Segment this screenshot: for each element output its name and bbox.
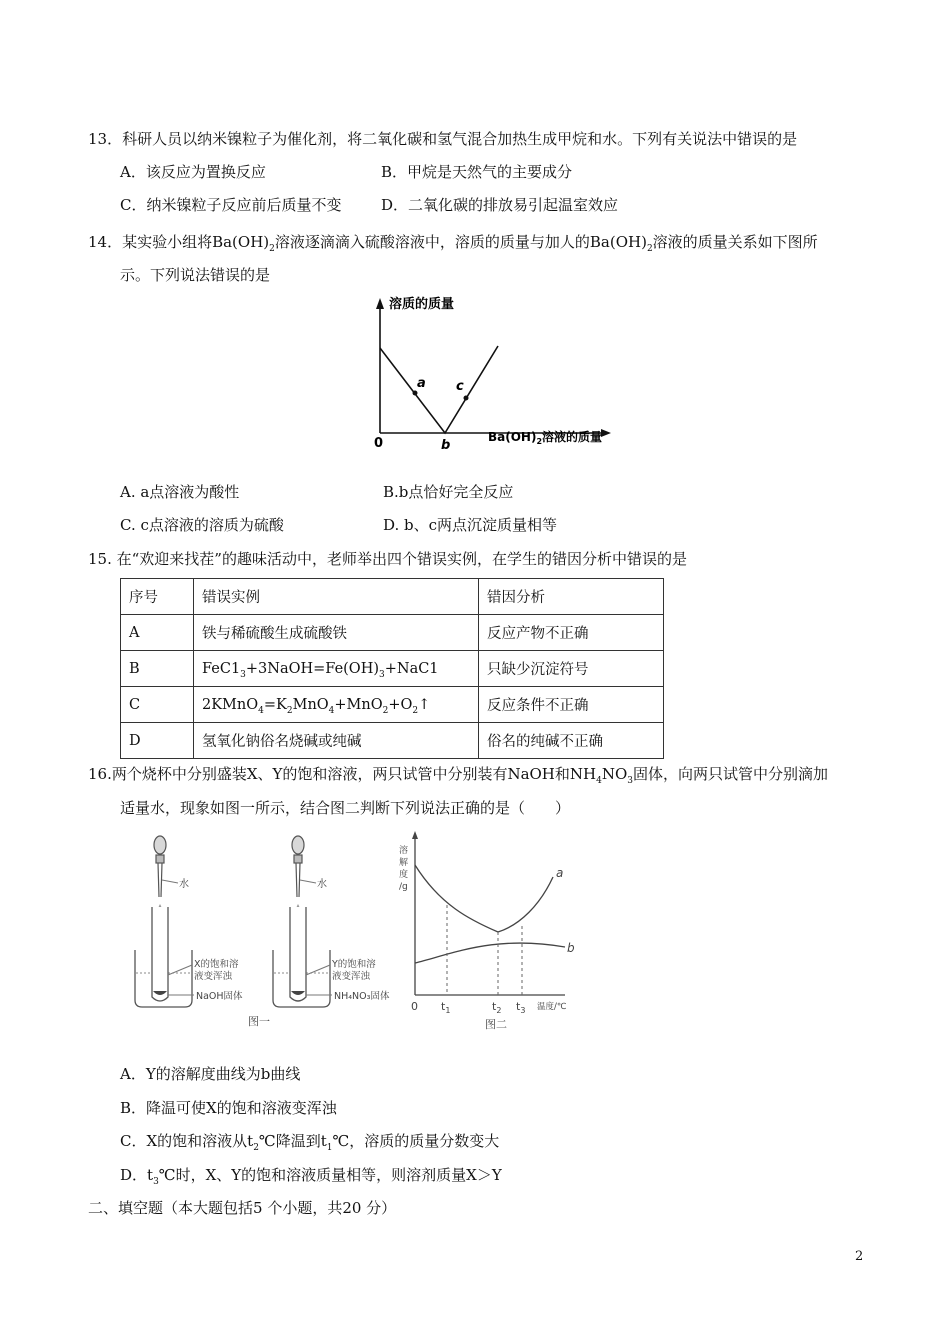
q14-curve xyxy=(380,346,498,433)
x-solution-label-1: X的饱和溶 xyxy=(194,959,239,970)
header-id: 序号 xyxy=(121,579,194,615)
fig2-origin: 0 xyxy=(411,1000,418,1013)
q14-x-arrow xyxy=(601,429,611,437)
table-header-row xyxy=(121,579,664,615)
water-label-2: 水 xyxy=(317,879,327,890)
q13-stem: 13．科研人员以纳米镍粒子为催化剂，将二氧化碳和氢气混合加热生成甲烷和水。下列有关说法中错误的是 xyxy=(88,130,798,148)
q13-option-a: A．该反应为置换反应 xyxy=(120,163,266,181)
fig2-ylabel-1: 溶 xyxy=(399,846,409,856)
curve-a xyxy=(415,865,553,932)
q14-label-a: a xyxy=(417,376,426,391)
q15-stem: 15. 在“欢迎来找茬”的趣味活动中，老师举出四个错误实例，在学生的错因分析中错误的是 xyxy=(88,550,687,568)
q14-graph xyxy=(355,290,625,450)
q14-stem-line2: 示。下列说法错误的是 xyxy=(120,266,271,284)
row-example: 氢氧化钠俗名烧碱或纯碱 xyxy=(194,723,479,759)
q16-option-c: C．X的饱和溶液从$t_2℃$降温到$t_1℃$，溶质的质量分数变大 xyxy=(120,1132,500,1153)
q14-option-b: B.b点恰好完全反应 xyxy=(383,483,514,501)
q16-option-d: D．$t_3℃$时，X、Y的饱和溶液质量相等，则溶剂质量X＞Y xyxy=(120,1166,502,1187)
dropper-2 xyxy=(292,836,304,897)
header-example: 错误实例 xyxy=(194,579,479,615)
q14-point-a xyxy=(413,391,418,396)
table-row xyxy=(121,687,664,723)
row-id: C xyxy=(121,687,194,723)
nh4no3-label: NH₄NO₃固体 xyxy=(334,991,390,1002)
q15-table xyxy=(120,578,664,759)
q14-y-arrow xyxy=(376,298,384,309)
row-id: B xyxy=(121,651,194,687)
naoh-label: NaOH固体 xyxy=(196,991,243,1002)
curve-b-label: b xyxy=(567,941,575,955)
header-analysis: 错因分析 xyxy=(479,579,664,615)
q16-option-a: A．Y的溶解度曲线为b曲线 xyxy=(120,1065,301,1083)
row-id: D xyxy=(121,723,194,759)
fig2-x-label: 温度/℃ xyxy=(537,1002,567,1012)
y-solution-label-1: Y的饱和溶 xyxy=(332,959,376,970)
q16-stem: 16.两个烧杯中分别盛装X、Y的饱和溶液，两只试管中分别装有NaOH和$NH_4NO_3$固体，向两只试管中分别滴加 xyxy=(88,765,829,786)
fig2-ylabel-4: /g xyxy=(399,882,408,892)
section-2-heading: 二、填空题（本大题包括5 个小题，共20 分） xyxy=(88,1199,397,1217)
row-analysis: 只缺少沉淀符号 xyxy=(479,651,664,687)
figure-2-caption: 图二 xyxy=(485,1018,507,1031)
q16-figure-1 xyxy=(120,825,410,1035)
y-solution-label-2: 液变浑浊 xyxy=(332,971,371,982)
q13-option-d: D．二氧化碳的排放易引起温室效应 xyxy=(381,196,619,214)
row-example: 铁与稀硫酸生成硫酸铁 xyxy=(194,615,479,651)
fig2-ylabel-2: 解 xyxy=(399,858,409,868)
q14-point-c xyxy=(464,396,469,401)
test-tube-1 xyxy=(152,907,168,1001)
q14-option-c: C. c点溶液的溶质为硫酸 xyxy=(120,516,284,534)
page-number: 2 xyxy=(855,1249,864,1264)
row-example: $2KMnO_4=K_2MnO_4+MnO_2+O_2↑$ xyxy=(194,687,479,723)
q14-label-c: c xyxy=(456,379,464,394)
curve-b xyxy=(415,943,565,963)
q14-origin: 0 xyxy=(374,436,384,450)
q16-figure-2 xyxy=(395,825,590,1035)
row-example: $FeC1_3+3NaOH=Fe(OH)_3+NaC1$ xyxy=(194,651,479,687)
test-tube-2 xyxy=(290,907,306,1001)
water-label-1: 水 xyxy=(179,879,189,890)
row-analysis: 反应条件不正确 xyxy=(479,687,664,723)
q16-option-b: B．降温可使X的饱和溶液变浑浊 xyxy=(120,1099,337,1117)
water-leader-2 xyxy=(300,880,316,883)
q14-x-label: $Ba(OH)_2$溶液的质量 xyxy=(488,430,603,446)
fig2-ylabel-3: 度 xyxy=(399,870,409,880)
curve-a-label: a xyxy=(556,866,564,880)
q13-option-c: C．纳米镍粒子反应前后质量不变 xyxy=(120,196,342,214)
row-id: A xyxy=(121,615,194,651)
water-leader-1 xyxy=(162,880,178,883)
t1-label: $t_1$ xyxy=(441,1000,451,1015)
x-solution-label-2: 液变浑浊 xyxy=(194,971,233,982)
dropper-1 xyxy=(154,836,166,897)
q13-option-b: B．甲烷是天然气的主要成分 xyxy=(381,163,573,181)
q14-option-d: D. b、c两点沉淀质量相等 xyxy=(383,516,558,534)
q16-stem-line2: 适量水，现象如图一所示，结合图二判断下列说法正确的是（ ） xyxy=(120,799,571,817)
table-row xyxy=(121,651,664,687)
q14-stem: 14．某实验小组将$Ba(OH)_2$溶液逐滴滴入硫酸溶液中，溶质的质量与加人的$Ba(OH)_2$溶液的质量关系如下图所 xyxy=(88,233,818,254)
fig2-y-arrow xyxy=(412,831,418,839)
row-analysis: 反应产物不正确 xyxy=(479,615,664,651)
q14-option-a: A. a点溶液为酸性 xyxy=(120,483,240,501)
q14-y-label: 溶质的质量 xyxy=(389,297,455,312)
table-row xyxy=(121,723,664,759)
t3-label: $t_3$ xyxy=(516,1000,526,1015)
figure-1-caption: 图一 xyxy=(248,1015,270,1028)
q14-label-b: b xyxy=(441,438,451,450)
t2-label: $t_2$ xyxy=(492,1000,502,1015)
row-analysis: 俗名的纯碱不正确 xyxy=(479,723,664,759)
table-row xyxy=(121,615,664,651)
